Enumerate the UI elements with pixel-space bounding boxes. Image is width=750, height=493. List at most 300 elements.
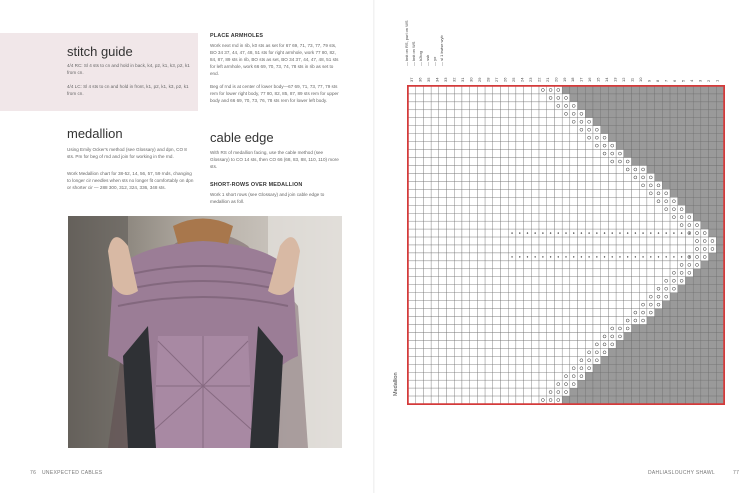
chart-cell xyxy=(485,94,493,102)
chart-cell xyxy=(562,364,570,372)
column-number-label: 19 xyxy=(561,77,567,82)
chart-cell xyxy=(423,325,431,333)
column-number-label: 1 xyxy=(714,79,720,82)
chart-cell xyxy=(493,301,501,309)
chart-cell xyxy=(716,102,724,110)
chart-cell xyxy=(500,205,508,213)
chart-cell xyxy=(709,317,717,325)
chart-cell xyxy=(477,173,485,181)
chart-cell xyxy=(462,348,470,356)
chart-cell xyxy=(662,158,670,166)
chart-cell xyxy=(408,86,416,94)
chart-cell xyxy=(716,110,724,118)
chart-cell xyxy=(416,245,424,253)
chart-cell xyxy=(701,261,709,269)
chart-cell xyxy=(616,309,624,317)
chart-cell xyxy=(570,245,578,253)
chart-cell xyxy=(570,150,578,158)
chart-cell xyxy=(670,150,678,158)
chart-cell xyxy=(439,118,447,126)
chart-cell xyxy=(632,197,640,205)
chart-cell xyxy=(578,309,586,317)
chart-cell xyxy=(470,396,478,404)
chart-cell xyxy=(500,118,508,126)
chart-cell xyxy=(578,126,586,134)
chart-cell xyxy=(493,213,501,221)
chart-cell xyxy=(662,86,670,94)
chart-cell xyxy=(477,293,485,301)
chart-cell xyxy=(477,269,485,277)
chart-cell xyxy=(500,237,508,245)
chart-cell xyxy=(693,372,701,380)
chart-cell xyxy=(585,364,593,372)
chart-cell xyxy=(662,150,670,158)
chart-cell xyxy=(547,189,555,197)
chart-cell xyxy=(601,150,609,158)
chart-cell xyxy=(716,94,724,102)
chart-cell xyxy=(709,134,717,142)
column-number-label: 15 xyxy=(595,77,601,82)
chart-cell xyxy=(593,102,601,110)
chart-cell xyxy=(662,142,670,150)
chart-cell xyxy=(547,364,555,372)
chart-cell xyxy=(477,181,485,189)
chart-purl-dot xyxy=(658,256,659,257)
chart-cell xyxy=(685,205,693,213)
column-number-label: 31 xyxy=(459,77,465,82)
chart-cell xyxy=(508,293,516,301)
chart-cell xyxy=(508,277,516,285)
column-number-label: 32 xyxy=(451,77,457,82)
chart-cell xyxy=(423,348,431,356)
chart-cell xyxy=(539,134,547,142)
chart-cell xyxy=(585,197,593,205)
chart-cell xyxy=(585,150,593,158)
chart-cell xyxy=(585,181,593,189)
chart-cell xyxy=(416,213,424,221)
chart-cell xyxy=(500,317,508,325)
chart-cell xyxy=(616,293,624,301)
chart-cell xyxy=(616,102,624,110)
chart-purl-dot xyxy=(534,256,535,257)
chart-cell xyxy=(416,158,424,166)
chart-cell xyxy=(423,197,431,205)
chart-cell xyxy=(531,340,539,348)
chart-cell xyxy=(531,173,539,181)
chart-cell xyxy=(632,118,640,126)
chart-cell xyxy=(578,396,586,404)
chart-cell xyxy=(431,213,439,221)
chart-cell xyxy=(593,269,601,277)
chart-cell xyxy=(508,158,516,166)
chart-cell xyxy=(678,237,686,245)
chart-purl-dot xyxy=(527,232,528,233)
chart-cell xyxy=(616,396,624,404)
chart-cell xyxy=(585,317,593,325)
chart-cell xyxy=(408,126,416,134)
chart-cell xyxy=(678,134,686,142)
chart-cell xyxy=(485,118,493,126)
chart-cell xyxy=(685,285,693,293)
chart-purl-dot xyxy=(558,232,559,233)
chart-cell xyxy=(431,245,439,253)
chart-cell xyxy=(693,325,701,333)
chart-cell xyxy=(693,158,701,166)
chart-cell xyxy=(423,142,431,150)
chart-cell xyxy=(716,237,724,245)
chart-cell xyxy=(416,309,424,317)
chart-cell xyxy=(423,277,431,285)
chart-cell xyxy=(585,245,593,253)
chart-cell xyxy=(477,197,485,205)
chart-cell xyxy=(500,285,508,293)
chart-cell xyxy=(416,293,424,301)
chart-cell xyxy=(531,118,539,126)
chart-purl-dot xyxy=(573,232,574,233)
chart-cell xyxy=(685,340,693,348)
place-armholes-heading: PLACE ARMHOLES xyxy=(210,33,264,39)
chart-cell xyxy=(647,364,655,372)
chart-cell xyxy=(524,110,532,118)
chart-cell xyxy=(508,301,516,309)
chart-cell xyxy=(439,142,447,150)
chart-cell xyxy=(462,269,470,277)
chart-cell xyxy=(447,332,455,340)
chart-cell xyxy=(423,356,431,364)
chart-cell xyxy=(462,388,470,396)
chart-cell xyxy=(647,293,655,301)
chart-cell xyxy=(616,197,624,205)
chart-cell xyxy=(570,158,578,166)
chart-cell xyxy=(431,110,439,118)
column-number-label: 12 xyxy=(621,77,627,82)
chart-cell xyxy=(585,269,593,277)
chart-cell xyxy=(647,189,655,197)
chart-cell xyxy=(616,317,624,325)
chart-purl-dot xyxy=(534,232,535,233)
chart-cell xyxy=(647,166,655,174)
chart-cell xyxy=(639,173,647,181)
chart-cell xyxy=(616,388,624,396)
chart-cell xyxy=(554,340,562,348)
chart-cell xyxy=(531,261,539,269)
chart-cell xyxy=(416,197,424,205)
chart-cell xyxy=(670,332,678,340)
chart-cell xyxy=(578,261,586,269)
chart-cell xyxy=(678,348,686,356)
chart-cell xyxy=(493,110,501,118)
chart-cell xyxy=(601,356,609,364)
chart-cell xyxy=(485,293,493,301)
chart-cell xyxy=(508,126,516,134)
chart-cell xyxy=(562,126,570,134)
chart-cell xyxy=(678,110,686,118)
chart-cell xyxy=(601,110,609,118)
chart-cell xyxy=(531,293,539,301)
chart-cell xyxy=(508,396,516,404)
chart-cell xyxy=(431,301,439,309)
chart-cell xyxy=(454,253,462,261)
chart-cell xyxy=(439,277,447,285)
chart-cell xyxy=(593,110,601,118)
chart-cell xyxy=(431,332,439,340)
chart-cell xyxy=(431,126,439,134)
chart-cell xyxy=(662,189,670,197)
chart-cell xyxy=(647,261,655,269)
chart-cell xyxy=(662,317,670,325)
chart-cell xyxy=(431,134,439,142)
chart-cell xyxy=(570,110,578,118)
chart-cell xyxy=(439,309,447,317)
chart-cell xyxy=(508,380,516,388)
chart-cell xyxy=(547,285,555,293)
chart-cell xyxy=(423,293,431,301)
chart-cell xyxy=(408,340,416,348)
chart-cell xyxy=(431,293,439,301)
chart-cell xyxy=(616,372,624,380)
chart-cell xyxy=(454,317,462,325)
chart-cell xyxy=(439,380,447,388)
chart-cell xyxy=(693,348,701,356)
chart-cell xyxy=(578,245,586,253)
chart-cell xyxy=(693,364,701,372)
chart-cell xyxy=(408,142,416,150)
chart-cell xyxy=(578,388,586,396)
chart-cell xyxy=(585,86,593,94)
chart-cell xyxy=(593,197,601,205)
chart-cell xyxy=(593,181,601,189)
chart-cell xyxy=(493,158,501,166)
chart-cell xyxy=(554,189,562,197)
chart-cell xyxy=(408,372,416,380)
chart-cell xyxy=(701,237,709,245)
chart-cell xyxy=(624,213,632,221)
chart-cell xyxy=(624,134,632,142)
chart-cell xyxy=(408,325,416,333)
chart-cell xyxy=(447,396,455,404)
chart-cell xyxy=(647,94,655,102)
chart-cell xyxy=(554,388,562,396)
chart-cell xyxy=(485,261,493,269)
chart-cell xyxy=(608,269,616,277)
chart-cell xyxy=(562,134,570,142)
chart-cell xyxy=(709,293,717,301)
chart-cell xyxy=(678,277,686,285)
chart-cell xyxy=(508,150,516,158)
chart-cell xyxy=(477,325,485,333)
chart-purl-dot xyxy=(635,256,636,257)
chart-cell xyxy=(593,309,601,317)
chart-cell xyxy=(585,325,593,333)
chart-cell xyxy=(647,340,655,348)
chart-cell xyxy=(524,285,532,293)
chart-cell xyxy=(655,285,663,293)
chart-cell xyxy=(462,197,470,205)
chart-cell xyxy=(508,205,516,213)
chart-cell xyxy=(462,118,470,126)
chart-cell xyxy=(454,197,462,205)
chart-cell xyxy=(408,189,416,197)
chart-cell xyxy=(670,317,678,325)
chart-cell xyxy=(439,340,447,348)
chart-cell xyxy=(578,221,586,229)
chart-cell xyxy=(470,277,478,285)
chart-cell xyxy=(601,166,609,174)
chart-cell xyxy=(485,213,493,221)
chart-cell xyxy=(593,134,601,142)
chart-cell xyxy=(508,142,516,150)
chart-cell xyxy=(439,134,447,142)
chart-cell xyxy=(647,309,655,317)
chart-cell xyxy=(616,285,624,293)
chart-cell xyxy=(701,269,709,277)
chart-cell xyxy=(524,237,532,245)
chart-cell xyxy=(639,277,647,285)
chart-cell xyxy=(547,269,555,277)
chart-cell xyxy=(670,301,678,309)
chart-cell xyxy=(608,340,616,348)
chart-cell xyxy=(578,356,586,364)
chart-cell xyxy=(485,348,493,356)
chart-cell xyxy=(554,317,562,325)
chart-cell xyxy=(554,221,562,229)
chart-purl-dot xyxy=(511,256,512,257)
chart-cell xyxy=(701,301,709,309)
chart-cell xyxy=(685,380,693,388)
chart-cell xyxy=(485,110,493,118)
chart-cell xyxy=(632,372,640,380)
chart-cell xyxy=(585,213,593,221)
chart-cell xyxy=(685,245,693,253)
chart-cell xyxy=(454,380,462,388)
chart-cell xyxy=(500,126,508,134)
chart-cell xyxy=(408,213,416,221)
chart-cell xyxy=(585,134,593,142)
chart-cell xyxy=(470,205,478,213)
chart-cell xyxy=(500,150,508,158)
chart-cell xyxy=(662,372,670,380)
chart-cell xyxy=(539,269,547,277)
chart-cell xyxy=(709,86,717,94)
chart-cell xyxy=(531,205,539,213)
chart-cell xyxy=(508,110,516,118)
chart-cell xyxy=(670,356,678,364)
chart-cell xyxy=(524,94,532,102)
chart-cell xyxy=(539,166,547,174)
chart-cell xyxy=(693,197,701,205)
chart-cell xyxy=(431,142,439,150)
chart-cell xyxy=(662,309,670,317)
chart-cell xyxy=(431,325,439,333)
chart-cell xyxy=(431,94,439,102)
chart-cell xyxy=(693,340,701,348)
chart-cell xyxy=(454,166,462,174)
chart-cell xyxy=(454,181,462,189)
chart-cell xyxy=(647,348,655,356)
chart-cell xyxy=(408,173,416,181)
chart-cell xyxy=(408,245,416,253)
chart-cell xyxy=(416,380,424,388)
chart-cell xyxy=(578,142,586,150)
chart-cell xyxy=(447,205,455,213)
chart-cell xyxy=(562,388,570,396)
chart-cell xyxy=(624,102,632,110)
chart-cell xyxy=(632,205,640,213)
place-armholes-p1: Work next rnd in rib, k0 sts as set for 67 69, 71, 73, 77, 79 sts, BO 34 37, 44, 47, 48, 51 sts for right armhole, work 77 80, 82, 84, 87, 89 sts in rib, BO sts as set, BO 34 37, 44, 47, 48, 51 sts for left armhole, work 66 69, 70, 73, 74, 78 sts in rib as set to end. xyxy=(210,43,339,76)
chart-cell xyxy=(608,166,616,174)
chart-cell xyxy=(670,166,678,174)
chart-cell xyxy=(701,325,709,333)
chart-cell xyxy=(439,197,447,205)
chart-cell xyxy=(493,245,501,253)
chart-cell xyxy=(423,253,431,261)
chart-cell xyxy=(632,126,640,134)
chart-cell xyxy=(493,181,501,189)
chart-purl-dot xyxy=(619,256,620,257)
chart-cell xyxy=(608,150,616,158)
chart-cell xyxy=(578,197,586,205)
chart-cell xyxy=(423,380,431,388)
chart-cell xyxy=(524,142,532,150)
chart-cell xyxy=(601,293,609,301)
chart-cell xyxy=(570,348,578,356)
chart-cell xyxy=(662,364,670,372)
chart-cell xyxy=(616,134,624,142)
chart-cell xyxy=(639,332,647,340)
chart-cell xyxy=(447,158,455,166)
chart-cell xyxy=(655,340,663,348)
chart-cell xyxy=(493,166,501,174)
chart-purl-dot xyxy=(681,232,682,233)
chart-cell xyxy=(655,356,663,364)
chart-cell xyxy=(647,150,655,158)
chart-cell xyxy=(716,189,724,197)
chart-cell xyxy=(670,134,678,142)
chart-cell xyxy=(431,166,439,174)
chart-cell xyxy=(655,166,663,174)
chart-cell xyxy=(462,181,470,189)
chart-cell xyxy=(562,205,570,213)
chart-cell xyxy=(531,332,539,340)
column-number-label: 2 xyxy=(706,79,712,82)
chart-cell xyxy=(477,277,485,285)
chart-purl-dot xyxy=(519,232,520,233)
chart-cell xyxy=(439,348,447,356)
chart-cell xyxy=(485,309,493,317)
column-number-label: 23 xyxy=(527,77,533,82)
chart-cell xyxy=(462,134,470,142)
chart-cell xyxy=(678,396,686,404)
column-number-label: 35 xyxy=(425,77,431,82)
chart-cell xyxy=(608,396,616,404)
chart-cell xyxy=(454,229,462,237)
chart-cell xyxy=(485,102,493,110)
chart-cell xyxy=(531,197,539,205)
chart-cell xyxy=(539,285,547,293)
chart-cell xyxy=(601,372,609,380)
chart-cell xyxy=(423,317,431,325)
chart-cell xyxy=(431,229,439,237)
chart-cell xyxy=(439,110,447,118)
chart-cell xyxy=(655,213,663,221)
chart-cell xyxy=(408,102,416,110)
chart-cell xyxy=(531,348,539,356)
chart-cell xyxy=(408,356,416,364)
chart-cell xyxy=(447,301,455,309)
chart-cell xyxy=(670,86,678,94)
chart-cell xyxy=(709,213,717,221)
chart-cell xyxy=(462,229,470,237)
